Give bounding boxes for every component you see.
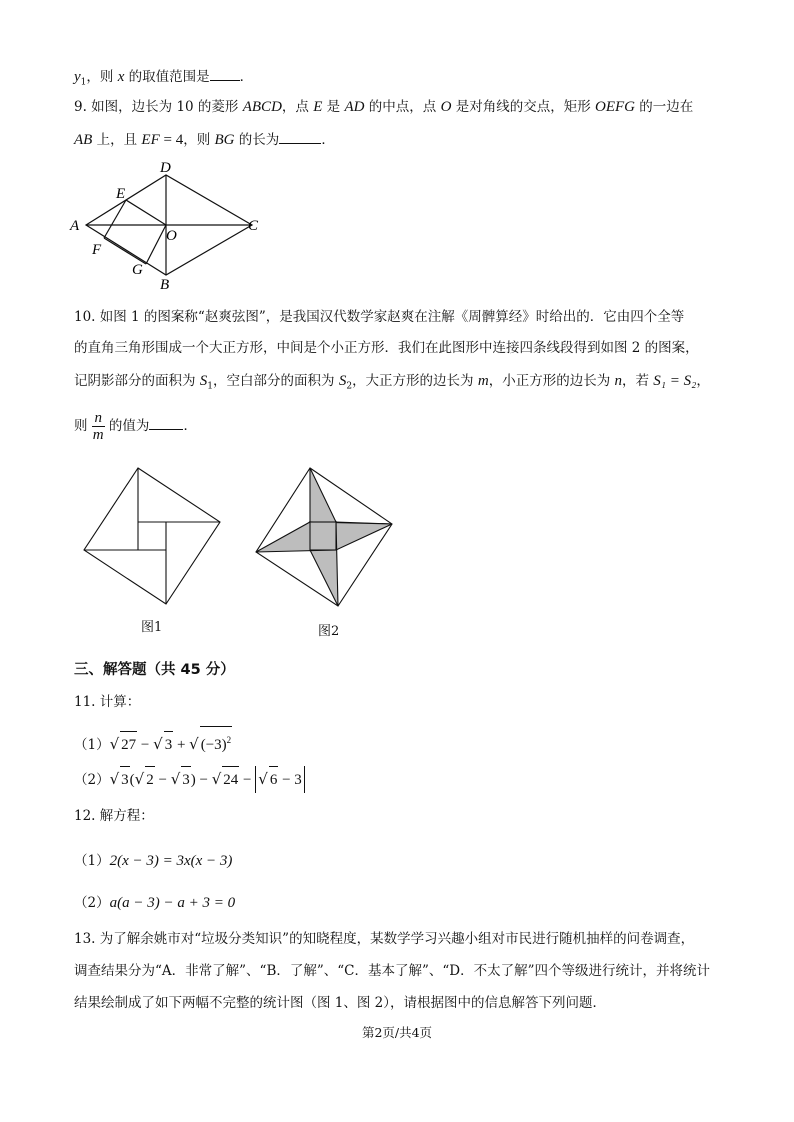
q11-p2-op: − [195,772,212,788]
q9-text-1e: 是对角线的交点，矩形 [451,99,595,115]
q11-p2-abs [255,766,305,793]
q10-text-3c: ，大正方形的边长为 [352,373,478,389]
q12-p2-equation: a(a − 3) − a + 3 = 0 [109,895,236,911]
q9-abcd: ABCD [242,99,282,115]
sqrt-icon: √ [189,735,199,753]
q10-s1: S [199,373,208,389]
q11-part1 [74,726,232,758]
q11-title: 11. 计算： [74,694,141,710]
q10-fraction [92,410,105,443]
label-a: A [70,218,80,234]
q9-rhombus-figure [62,158,272,298]
q10-end: ． [183,418,197,434]
q10-s2-sub: 2 [346,381,353,392]
q11-p2-r1: 3 [120,766,130,793]
q9-text-1a: 如图，边长为 10 的菱形 [91,99,243,115]
q9-eq4: = 4 [159,132,184,148]
q9-oefg: OEFG [595,99,635,115]
label-f: F [92,242,102,258]
q13-line1: 13. 为了解余姚市对“垃圾分类知识”的知晓程度，某数学学习兴趣小组对市民进行随机抽样的问卷调查， [74,931,695,947]
q11-p2-minus: − [154,772,171,788]
q10-line1: 10. 如图 1 的图案称“赵爽弦图”，是我国汉代数学家赵爽在注解《周髀算经》时给出的．它由四个全等 [74,309,685,325]
q9-bg: BG [214,132,235,148]
q8-tail-line [74,66,253,93]
label-b: B [160,277,170,293]
q11-p1-sup: 2 [226,735,232,745]
q11-p1-op2: + [173,737,190,753]
q11-p1-r1: 27 [120,731,137,758]
segment-fg [104,238,146,264]
q12-part2 [74,892,235,914]
q8-y-sub: 1 [80,77,87,88]
section-3-title: 三、解答题（共 45 分） [74,662,235,678]
q10-line3 [74,371,710,397]
q10-text-3f: ， [696,373,710,389]
q10-fig1-caption: 图1 [141,620,163,635]
q9-line1 [74,97,693,117]
sqrt-icon: √ [109,770,120,788]
q11-p2-paren-open: ( [129,772,135,788]
page-footer: 第2页/共4页 [361,1025,433,1040]
q9-answer-blank [279,129,321,144]
label-e: E [116,186,126,202]
q9-line2 [74,129,335,150]
q11-p2-r4: 24 [222,766,239,793]
q12-title: 12. 解方程： [74,808,154,824]
q11-p1-r3-wrap [200,726,232,758]
q12-part1 [74,850,232,872]
q9-text-1b: ，点 [281,99,314,115]
q11-p2-r2: 2 [145,766,155,793]
q8-text-a: ，则 [86,69,118,85]
q11-p2-label: （2） [74,772,110,788]
q12-p1-equation: 2(x − 3) = 3x(x − 3) [109,853,233,869]
q11-p1-op1: − [137,737,154,753]
q9-ab: AB [74,132,93,148]
q10-s2: S [338,373,347,389]
q9-num: 9. [74,99,92,115]
q10-figure-2 [250,464,398,612]
fig2-center-square [310,522,336,550]
q11-p2-r5: 6 [269,766,279,793]
q11-p2-r3: 3 [181,766,191,793]
label-o: O [166,228,177,244]
q10-s1-sub: 1 [207,381,214,392]
q10-text-4b: 的值为 [104,418,150,434]
fig1-big-square [84,468,220,604]
q8-y-var: y [74,69,81,85]
sqrt-icon: √ [211,770,222,788]
sqrt-icon: √ [258,770,268,788]
label-g: G [132,262,143,278]
sqrt-icon: √ [134,770,145,788]
q13-line3: 结果绘制成了如下两幅不完整的统计图（图 1、图 2），请根据图中的信息解答下列问题． [74,995,607,1011]
q13-line2: 调查结果分为“A．非常了解”、“B．了解”、“C．基本了解”、“D．不太了解”四个等级进行统计，并将统计 [74,963,711,979]
sqrt-icon: √ [153,735,163,753]
q10-text-3b: ，空白部分的面积为 [213,373,339,389]
q10-figure-1 [80,464,224,612]
q11-p1-r3: (−3) [200,737,227,753]
q10-text-4a: 则 [74,418,92,434]
q9-ef: EF [141,132,160,148]
q9-end: ． [321,132,335,148]
q10-text-3e: ，若 [622,373,654,389]
q10-frac-num: n [92,410,105,427]
q8-answer-blank [210,66,240,81]
q10-fig2-caption: 图2 [318,624,340,639]
q9-ad: AD [344,99,365,115]
label-d: D [160,160,171,176]
q9-text-2b: ，则 [183,132,215,148]
q10-n: n [614,373,622,389]
q10-line2: 的直角三角形围成一个大正方形，中间是个小正方形．我们在此图形中连接四条线段得到如图 2 的图案， [74,340,699,356]
q11-part2 [74,766,305,793]
q9-o: O [440,99,452,115]
label-c: C [248,218,259,234]
q11-p2-minus3: − 3 [278,772,302,788]
q10-text-3a: 记阴影部分的面积为 [74,373,200,389]
q9-text-2c: 的长为 [234,132,280,148]
q9-e: E [313,99,323,115]
q12-p2-label: （2） [74,895,110,911]
q9-text-1f: 的一边在 [635,99,694,115]
segment-ef [104,200,126,238]
sqrt-icon: √ [170,770,181,788]
q11-p1-r2: 3 [164,731,174,758]
sqrt-icon: √ [109,735,120,753]
q10-line4 [74,408,197,444]
q12-p1-label: （1） [74,853,110,869]
q10-text-3d: ，小正方形的边长为 [488,373,615,389]
q10-m: m [477,373,489,389]
q9-text-2a: 上，且 [92,132,142,148]
q8-x-var: x [117,69,125,85]
q10-condition: S₁ = S₂ [653,373,697,389]
q10-answer-blank [149,415,183,430]
q9-text-1c: 是 [322,99,345,115]
segment-go [146,225,166,264]
q8-end: ． [239,69,254,85]
q10-frac-den: m [92,427,104,443]
q8-text-b: 的取值范围是 [124,69,210,85]
q9-text-1d: 的中点，点 [364,99,441,115]
q11-p2-paren-close: ) [190,772,196,788]
segment-eo [126,200,166,225]
q11-p2-op2: − [239,772,256,788]
q11-p1-label: （1） [74,737,110,753]
